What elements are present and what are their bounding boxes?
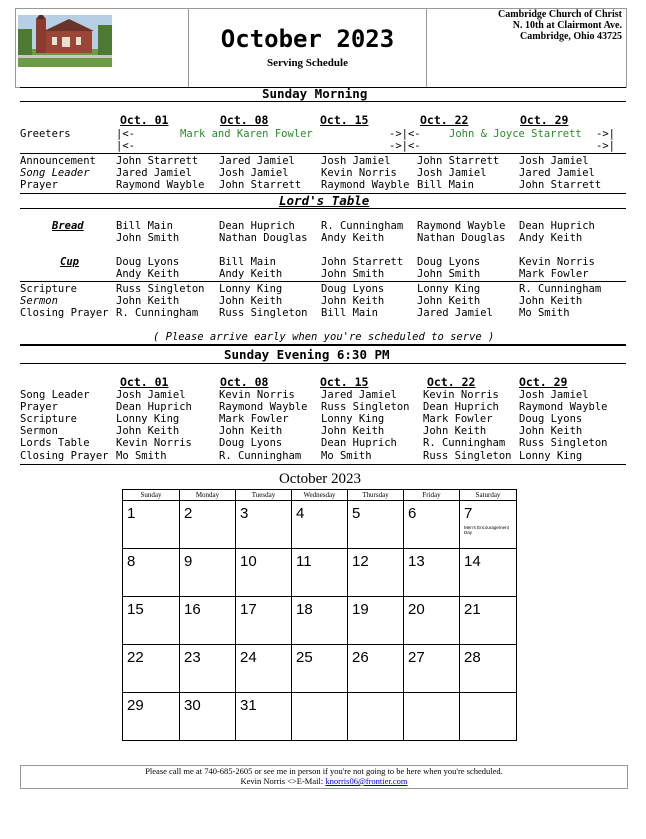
day-number: 1 (127, 505, 136, 522)
greeter-arrow: ->|<- (389, 128, 421, 140)
row-label-lords-table: Lords Table (20, 437, 90, 449)
day-number: 25 (296, 649, 313, 666)
schedule-cell: Jared Jamiel (321, 389, 397, 401)
schedule-cell: R. Cunningham (321, 220, 404, 232)
row-label-song-leader: Song Leader (20, 389, 90, 401)
cup-label: Cup (60, 256, 79, 268)
calendar-title: October 2023 (278, 471, 362, 487)
day-number: 27 (408, 649, 425, 666)
calendar-day (404, 501, 460, 549)
day-event-note: Men's Encouragement Day (464, 525, 509, 535)
calendar-day (292, 501, 348, 549)
evening-date: Oct. 22 (427, 375, 476, 389)
greeter-arrow: ->| (596, 128, 615, 140)
calendar-day (123, 597, 180, 645)
schedule-cell: Lonny King (116, 413, 180, 425)
schedule-cell: Andy Keith (219, 268, 283, 280)
row-label-song-leader: Song Leader (20, 167, 90, 179)
schedule-cell: John Keith (219, 295, 283, 307)
bread-label: Bread (52, 220, 84, 232)
schedule-cell: Mark Fowler (519, 268, 589, 280)
calendar-day (348, 501, 404, 549)
schedule-cell: Russ Singleton (519, 437, 608, 449)
day-number: 11 (296, 553, 312, 570)
schedule-cell: John Keith (519, 425, 583, 437)
row-label-announcement: Announcement (20, 155, 96, 167)
address-line-1: N. 10th at Clairmont Ave. (512, 20, 622, 31)
day-number: 29 (127, 697, 144, 714)
day-number: 19 (352, 601, 369, 618)
day-number: 14 (464, 553, 481, 570)
day-number: 10 (240, 553, 257, 570)
schedule-cell: John Smith (321, 268, 385, 280)
church-address (498, 9, 622, 42)
schedule-cell: John Keith (321, 295, 385, 307)
calendar-day (348, 549, 404, 597)
schedule-cell: John Keith (116, 425, 180, 437)
schedule-cell: Dean Huprich (423, 401, 499, 413)
schedule-cell: Andy Keith (519, 232, 583, 244)
schedule-cell: Kevin Norris (321, 167, 397, 179)
calendar-day (236, 645, 292, 693)
schedule-cell: Josh Jamiel (219, 167, 289, 179)
schedule-cell: Mo Smith (116, 450, 167, 462)
morning-date: Oct. 01 (120, 113, 169, 127)
schedule-cell: Josh Jamiel (519, 155, 589, 167)
day-number: 30 (184, 697, 201, 714)
day-number: 24 (240, 649, 257, 666)
calendar-day (236, 549, 292, 597)
email-link[interactable]: knorris06@frontier.com (325, 776, 408, 786)
schedule-cell: Jared Jamiel (116, 167, 192, 179)
day-number: 28 (464, 649, 481, 666)
evening-date: Oct. 29 (519, 375, 568, 389)
day-number: 2 (184, 505, 193, 522)
day-number: 9 (184, 553, 193, 570)
calendar-day (348, 645, 404, 693)
calendar-grid (122, 489, 517, 741)
header-box (15, 8, 627, 88)
day-number: 22 (127, 649, 144, 666)
day-number: 6 (408, 505, 417, 522)
calendar-day (180, 693, 236, 741)
schedule-cell: Dean Huprich (321, 437, 397, 449)
schedule-cell: Dean Huprich (519, 220, 595, 232)
day-number: 12 (352, 553, 369, 570)
schedule-cell: John Starrett (116, 155, 199, 167)
evening-date: Oct. 15 (320, 375, 369, 389)
schedule-cell: John Keith (519, 295, 583, 307)
calendar-day (180, 549, 236, 597)
calendar-day (292, 645, 348, 693)
address-line-2: Cambridge, Ohio 43725 (520, 31, 622, 42)
greeter-arrow: ->|<- (389, 140, 421, 152)
schedule-cell: Jared Jamiel (417, 307, 493, 319)
weekday-header: Wednesday (292, 490, 348, 501)
schedule-cell: Raymond Wayble (519, 401, 608, 413)
schedule-cell: Dean Huprich (219, 220, 295, 232)
evening-date: Oct. 01 (120, 375, 169, 389)
schedule-cell: Doug Lyons (519, 413, 583, 425)
row-label-scripture: Scripture (20, 283, 77, 295)
weekday-header: Tuesday (236, 490, 292, 501)
schedule-cell: Bill Main (417, 179, 474, 191)
schedule-cell: Mo Smith (519, 307, 570, 319)
schedule-cell: Doug Lyons (321, 283, 385, 295)
schedule-cell: Doug Lyons (116, 256, 180, 268)
section-title-morning: Sunday Morning (262, 86, 368, 101)
schedule-cell: Josh Jamiel (116, 389, 186, 401)
weekday-header: Thursday (348, 490, 404, 501)
day-number: 31 (240, 697, 257, 714)
day-number: 13 (408, 553, 425, 570)
schedule-cell: R. Cunningham (423, 437, 506, 449)
schedule-cell: Nathan Douglas (219, 232, 308, 244)
schedule-cell: R. Cunningham (219, 450, 302, 462)
schedule-cell: Jared Jamiel (519, 167, 595, 179)
calendar-day (460, 501, 517, 549)
calendar-day (404, 645, 460, 693)
schedule-cell: Lonny King (321, 413, 385, 425)
calendar-day (460, 693, 517, 741)
schedule-cell: R. Cunningham (519, 283, 602, 295)
schedule-cell: Mo Smith (321, 450, 372, 462)
calendar-day (236, 693, 292, 741)
schedule-cell: Mark Fowler (219, 413, 289, 425)
schedule-cell: John Starrett (219, 179, 302, 191)
calendar-day (460, 549, 517, 597)
schedule-cell: Raymond Wayble (321, 179, 410, 191)
schedule-cell: Russ Singleton (116, 283, 205, 295)
schedule-cell: John Smith (116, 232, 180, 244)
section-title-lords-table: Lord's Table (279, 193, 370, 208)
schedule-cell: Nathan Douglas (417, 232, 506, 244)
calendar-day (236, 597, 292, 645)
row-label-closing-prayer: Closing Prayer (20, 307, 109, 319)
schedule-cell: Kevin Norris (519, 256, 595, 268)
morning-date: Oct. 08 (220, 113, 269, 127)
day-number: 20 (408, 601, 425, 618)
row-label-sermon: Sermon (20, 425, 58, 437)
row-label-closing-prayer: Closing Prayer (20, 450, 109, 462)
calendar-day (404, 597, 460, 645)
greeter-arrow: |<- (116, 140, 135, 152)
morning-date: Oct. 15 (320, 113, 369, 127)
weekday-header: Saturday (460, 490, 517, 501)
schedule-cell: Dean Huprich (116, 401, 192, 413)
greeter-names-1: Mark and Karen Fowler (180, 128, 313, 140)
schedule-cell: John Smith (417, 268, 481, 280)
day-number: 8 (127, 553, 136, 570)
schedule-cell: Russ Singleton (219, 307, 308, 319)
schedule-cell: Doug Lyons (417, 256, 481, 268)
schedule-cell: Lonny King (519, 450, 583, 462)
schedule-cell: John Keith (423, 425, 487, 437)
calendar-day (348, 693, 404, 741)
schedule-cell: Raymond Wayble (116, 179, 205, 191)
schedule-cell: Doug Lyons (219, 437, 283, 449)
schedule-cell: Bill Main (116, 220, 173, 232)
schedule-cell: Kevin Norris (423, 389, 499, 401)
row-label-prayer: Prayer (20, 401, 58, 413)
calendar-day (292, 693, 348, 741)
church-name: Cambridge Church of Christ (498, 9, 622, 20)
footer-email-line (21, 776, 627, 786)
row-label-prayer: Prayer (20, 179, 58, 191)
church-photo (18, 15, 112, 67)
schedule-cell: John Keith (116, 295, 180, 307)
weekday-header: Friday (404, 490, 460, 501)
calendar-day (123, 693, 180, 741)
schedule-cell: Josh Jamiel (417, 167, 487, 179)
schedule-cell: Andy Keith (116, 268, 180, 280)
calendar-day (180, 501, 236, 549)
schedule-cell: Josh Jamiel (519, 389, 589, 401)
weekday-header: Monday (180, 490, 236, 501)
calendar-day (123, 549, 180, 597)
schedule-cell: Jared Jamiel (219, 155, 295, 167)
day-number: 3 (240, 505, 249, 522)
calendar-day (348, 597, 404, 645)
calendar-day (180, 645, 236, 693)
day-number: 18 (296, 601, 313, 618)
row-label-sermon: Sermon (20, 295, 58, 307)
day-number: 17 (240, 601, 257, 618)
calendar-day (404, 549, 460, 597)
schedule-cell: Russ Singleton (423, 450, 512, 462)
schedule-cell: John Starrett (321, 256, 404, 268)
greeters-label: Greeters (20, 128, 71, 140)
calendar-day (123, 645, 180, 693)
schedule-cell: Lonny King (417, 283, 481, 295)
schedule-cell: John Starrett (417, 155, 500, 167)
schedule-cell: Lonny King (219, 283, 283, 295)
calendar-day (404, 693, 460, 741)
day-number: 21 (464, 601, 481, 618)
footer-box (20, 765, 628, 789)
calendar-day (236, 501, 292, 549)
arrive-early-note: ( Please arrive early when you're scheduled to serve ) (153, 331, 495, 343)
morning-date: Oct. 29 (520, 113, 569, 127)
page-subtitle: Serving Schedule (267, 57, 348, 69)
weekday-header: Sunday (123, 490, 180, 501)
schedule-cell: John Keith (219, 425, 283, 437)
schedule-cell: Josh Jamiel (321, 155, 391, 167)
schedule-cell: Raymond Wayble (219, 401, 308, 413)
schedule-cell: Raymond Wayble (417, 220, 506, 232)
calendar-day (460, 597, 517, 645)
row-label-scripture: Scripture (20, 413, 77, 425)
calendar-day (292, 597, 348, 645)
calendar-day (292, 549, 348, 597)
day-number: 23 (184, 649, 201, 666)
greeter-arrow: |<- (116, 128, 135, 140)
calendar-day (460, 645, 517, 693)
schedule-cell: Bill Main (219, 256, 276, 268)
schedule-cell: Andy Keith (321, 232, 385, 244)
evening-date: Oct. 08 (220, 375, 269, 389)
footer-contact-name: Kevin Norris <>E-Mail: (240, 776, 326, 786)
schedule-cell: Russ Singleton (321, 401, 410, 413)
schedule-cell: Kevin Norris (219, 389, 295, 401)
page-title: October 2023 (220, 25, 395, 53)
greeter-names-2: John & Joyce Starrett (449, 128, 582, 140)
day-number: 16 (184, 601, 201, 618)
section-title-evening: Sunday Evening 6:30 PM (224, 347, 390, 362)
schedule-cell: Kevin Norris (116, 437, 192, 449)
schedule-cell: John Keith (417, 295, 481, 307)
calendar-day (180, 597, 236, 645)
schedule-cell: Bill Main (321, 307, 378, 319)
schedule-cell: John Starrett (519, 179, 602, 191)
calendar-day (123, 501, 180, 549)
morning-date: Oct. 22 (420, 113, 469, 127)
footer-contact-note: Please call me at 740-685-2605 or see me in person if you're not going to be here when you're scheduled. (145, 766, 503, 776)
schedule-cell: Mark Fowler (423, 413, 493, 425)
schedule-cell: John Keith (321, 425, 385, 437)
day-number: 15 (127, 601, 144, 618)
day-number: 5 (352, 505, 361, 522)
schedule-cell: R. Cunningham (116, 307, 199, 319)
day-number: 26 (352, 649, 369, 666)
day-number: 4 (296, 505, 305, 522)
day-number: 7 (464, 505, 473, 522)
greeter-arrow: ->| (596, 140, 615, 152)
